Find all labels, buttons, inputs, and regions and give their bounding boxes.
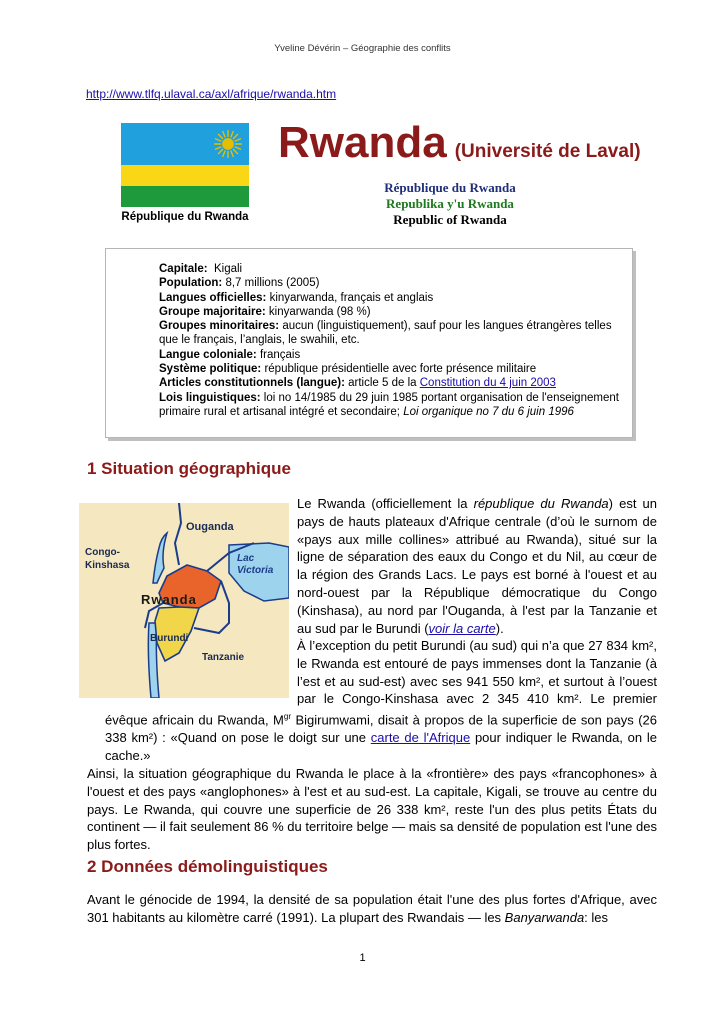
map-label-burundi: Burundi xyxy=(150,633,189,644)
paragraph-situation-3: Ainsi, la situation géographique du Rwanda le place à la «frontière» des pays «francophones» à l'ouest et des pays «anglophones» à l'est et au sud-est. La capitale, Kigali, se trouve au centre du pays. Le Rwanda, qui couvre une superficie de 26 338 km², reste l'un des plus petits États du continent — il fait seulement 86 % du territoire belge — mais sa densité de population est l'une des plus fortes. xyxy=(87,766,657,853)
map-label-rwanda: Rwanda xyxy=(141,592,197,607)
info-capitale: Capitale: Kigali xyxy=(159,263,243,275)
paragraph-situation-2: À l’exception du petit Burundi (au sud) qui n’a que 27 834 km², le Rwanda est entouré de pays immenses dont la Tanzanie (à l’est et au sud-est) avec ses 941 550 km², et surtout à l’ouest par le Congo-Kinshasa avec 2 345 410 km². Le premier évêque africain du Rwanda, $M^{gr}$ Bigirumwami, disait à propos de la superficie de son pays (26 338 km²) : «Quand on pose le doigt sur une carte de l'Afrique pour indiquer le Rwanda, on le cache.» xyxy=(105,638,657,764)
voir-carte-link[interactable]: voir la carte xyxy=(428,620,496,636)
info-box-content xyxy=(159,262,625,419)
flag-caption: République du Rwanda xyxy=(121,211,249,223)
name-english: Republic of Rwanda xyxy=(393,212,507,227)
paragraph-demolinguistique: Avant le génocide de 1994, la densité de sa population était l'une des plus fortes d'Afrique, avec 301 habitants au kilomètre carré (1991). La plupart des Rwandais — les Banyarwanda: les xyxy=(87,892,657,925)
map-label-congo-2: Kinshasa xyxy=(85,560,130,571)
sun-icon xyxy=(214,130,242,158)
info-langue-coloniale: Langue coloniale: français xyxy=(159,348,301,361)
map-label-tanzanie: Tanzanie xyxy=(202,652,245,663)
title-block xyxy=(278,118,641,168)
map-label-lac: Lac xyxy=(237,553,255,564)
constitution-link[interactable]: Constitution du 4 juin 2003 xyxy=(419,377,556,390)
section-heading-demolinguistique: 2 Données démolinguistiques xyxy=(87,857,328,876)
info-langues: Langues officielles: kinyarwanda, français et anglais xyxy=(159,291,434,304)
source-link[interactable]: http://www.tlfq.ulaval.ca/axl/afrique/rwanda.htm xyxy=(86,87,337,101)
carte-afrique-link[interactable]: carte de l'Afrique xyxy=(370,730,471,746)
page-number: 1 xyxy=(359,952,366,964)
page-title: Rwanda xyxy=(278,118,447,167)
map-label-congo-1: Congo- xyxy=(85,547,120,558)
section-heading-geographie: 1 Situation géographique xyxy=(87,459,292,478)
paragraph-situation-1: Le Rwanda (officiellement la république du Rwanda) est un pays de hauts plateaux d'Afrique centrale (d’où le surnom de «pays aux mille collines» attribué au Rwanda), situé sur la ligne de séparation des eaux du Congo et du Nil, au cœur de la région des Grands Lacs. Le pays est borné à l'ouest et au nord-ouest par la République démocratique du Congo (Kinshasa), au nord par l'Ouganda, à l'est par la Tanzanie et au sud par le Burundi (voir la carte). xyxy=(297,496,657,636)
info-groupe-majoritaire: Groupe majoritaire: kinyarwanda (98 %) xyxy=(159,305,371,318)
map-label-ouganda: Ouganda xyxy=(186,521,234,533)
page-subtitle: (Université de Laval) xyxy=(454,141,641,162)
name-kinyarwanda: Republika y'u Rwanda xyxy=(386,196,514,211)
info-articles: Articles constitutionnels (langue): article 5 de la Constitution du 4 juin 2003 xyxy=(159,377,556,390)
info-population: Population: 8,7 millions (2005) xyxy=(159,277,320,290)
map-label-victoria: Victoria xyxy=(237,565,274,576)
info-lois: Lois linguistiques: loi no 14/1985 du 29 juin 1985 portant organisation de l'enseignement primaire rural et artisanal intégré et secondaire; Loi organique no 7 du 6 juin 1996 xyxy=(159,391,619,418)
rwanda-flag xyxy=(121,123,249,207)
page-header: Yveline Dévérin – Géographie des conflits xyxy=(274,43,451,54)
info-systeme: Système politique: république présidentielle avec forte présence militaire xyxy=(159,363,537,376)
name-french: République du Rwanda xyxy=(384,180,516,195)
flag-yellow-band xyxy=(121,165,249,186)
flag-green-band xyxy=(121,186,249,207)
official-names xyxy=(300,180,600,228)
info-groupes-minoritaires: Groupes minoritaires: aucun (linguistiquement), sauf pour les langues étrangères telles que le français, l’anglais, le swahili, etc. xyxy=(159,320,612,347)
